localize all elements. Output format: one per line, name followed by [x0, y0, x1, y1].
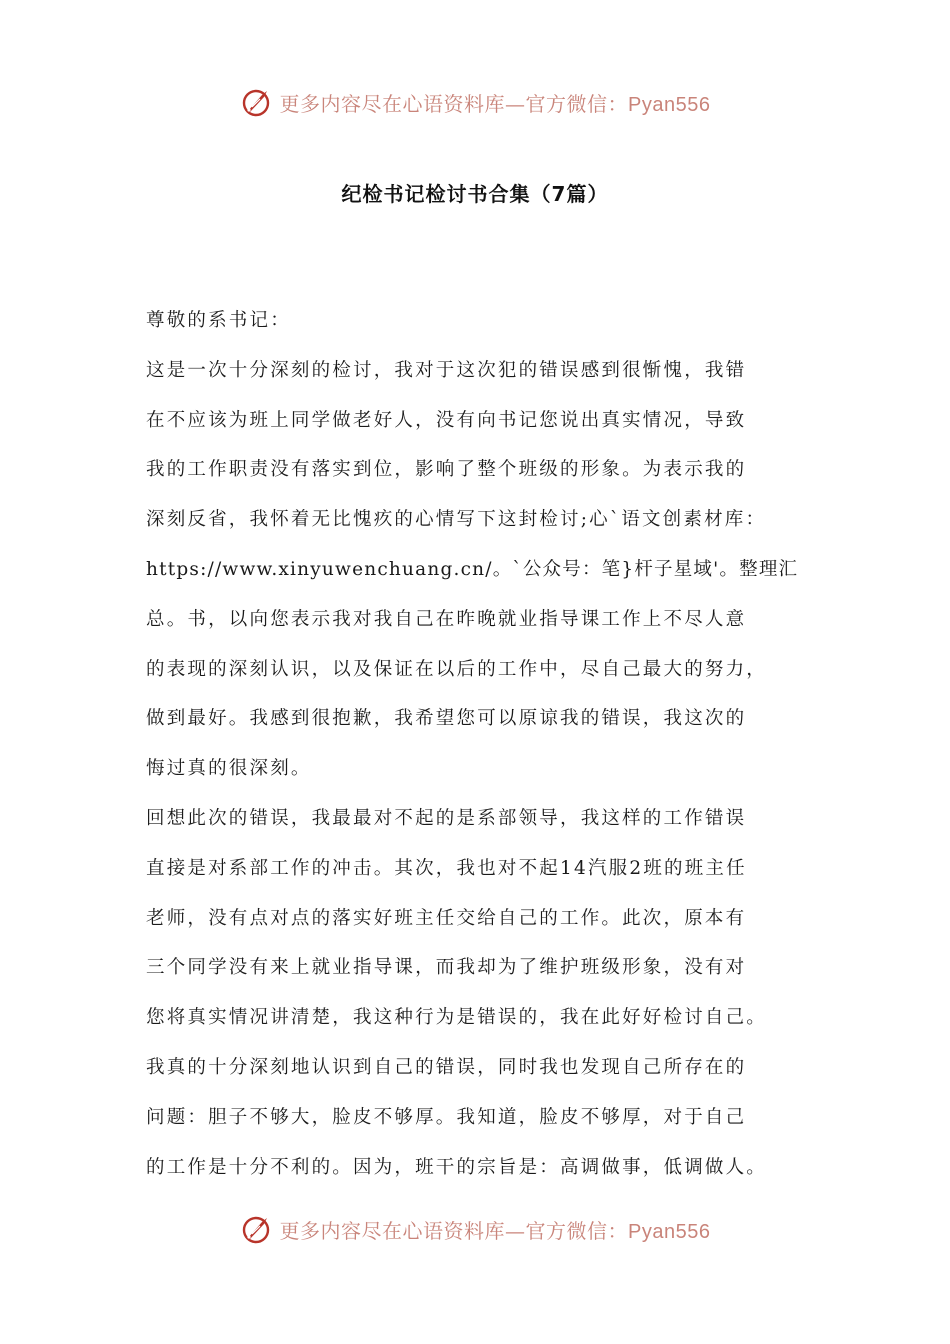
footer-wechat-id: Pyan556 [628, 1220, 711, 1243]
body-line: 回想此次的错误，我最最对不起的是系部领导，我这样的工作错误 [146, 807, 747, 829]
body-line: 的工作是十分不利的。因为，班干的宗旨是：高调做事，低调做人。 [146, 1156, 768, 1178]
pen-nib-logo-icon [240, 85, 274, 119]
body-line: 做到最好。我感到很抱歉，我希望您可以原谅我的错误，我这次的 [146, 708, 747, 730]
header-wechat-id: Pyan556 [628, 93, 711, 116]
pen-nib-logo-icon [240, 1212, 274, 1246]
body-line: 您将真实情况讲清楚，我这种行为是错误的，我在此好好检讨自己。 [146, 1007, 768, 1029]
header-banner [0, 80, 950, 124]
body-line: 在不应该为班上同学做老好人，没有向书记您说出真实情况，导致 [146, 409, 747, 431]
body-line: 总。书，以向您表示我对我自己在昨晚就业指导课工作上不尽人意 [146, 608, 747, 630]
body-line: 的表现的深刻认识，以及保证在以后的工作中，尽自己最大的努力， [146, 658, 768, 680]
body-line: 我真的十分深刻地认识到自己的错误，同时我也发现自己所存在的 [146, 1056, 747, 1078]
footer-banner [0, 1207, 950, 1251]
body-line: 尊敬的系书记： [146, 310, 291, 331]
body-line: 深刻反省，我怀着无比愧疚的心情写下这封检讨;心`语文创素材库： [146, 509, 767, 531]
body-line: 这是一次十分深刻的检讨，我对于这次犯的错误感到很惭愧，我错 [146, 359, 747, 381]
document-body [146, 296, 822, 1192]
body-line: 问题：胆子不够大，脸皮不够厚。我知道，脸皮不够厚，对于自己 [146, 1106, 747, 1128]
body-line: 悔过真的很深刻。 [146, 758, 312, 780]
header-banner-text: 更多内容尽在心语资料库—官方微信：Pyan556 [279, 91, 711, 116]
body-line: 我的工作职责没有落实到位，影响了整个班级的形象。为表示我的 [146, 459, 747, 481]
body-line-with-url: https://www.xinyuwenchuang.cn/。`公众号：笔}杆子星域'。整理汇 [146, 558, 799, 580]
body-line: 老师，没有点对点的落实好班主任交给自己的工作。此次，原本有 [146, 907, 747, 929]
footer-banner-text: 更多内容尽在心语资料库—官方微信：Pyan556 [279, 1218, 711, 1243]
body-line: 直接是对系部工作的冲击。其次，我也对不起14汽服2班的班主任 [146, 857, 747, 879]
document-title: 纪检书记检讨书合集（7篇） [341, 182, 609, 206]
body-line: 三个同学没有来上就业指导课，而我却为了维护班级形象，没有对 [146, 957, 747, 979]
